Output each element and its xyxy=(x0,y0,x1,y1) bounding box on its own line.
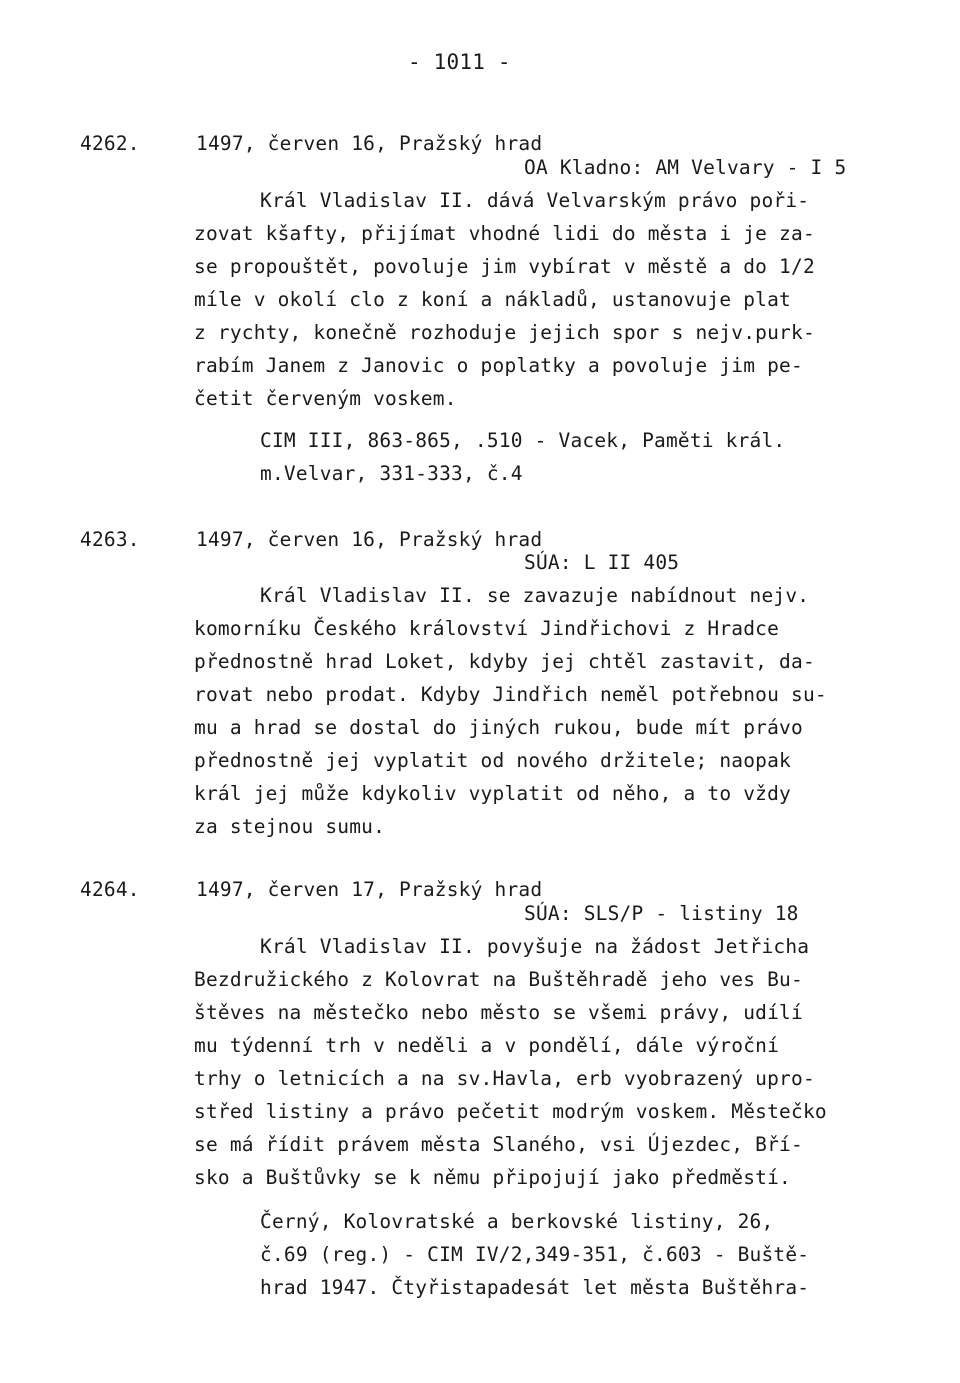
entry-body-line: mu a hrad se dostal do jiných rukou, bude mít právo xyxy=(194,716,803,739)
entry-source: SÚA: L II 405 xyxy=(524,551,680,574)
entry-heading: 1497, červen 16, Pražský hrad xyxy=(196,528,543,551)
page-number: - 1011 - xyxy=(408,50,511,74)
entry-body-line: přednostně jej vyplatit od nového držitele; naopak xyxy=(194,749,791,772)
entry-body-line: sko a Buštůvky se k němu připojují jako předměstí. xyxy=(194,1166,791,1189)
entry-body-line: četit červeným voskem. xyxy=(194,387,457,410)
entry-body-line: mu týdenní trh v neděli a v pondělí, dále výroční xyxy=(194,1034,780,1057)
entry-reference-line: č.69 (reg.) - CIM IV/2,349-351, č.603 - Buště- xyxy=(260,1243,810,1266)
entry-number: 4262. xyxy=(80,132,140,155)
entry-heading: 1497, červen 17, Pražský hrad xyxy=(196,878,543,901)
entry-reference-line: m.Velvar, 331-333, č.4 xyxy=(260,462,523,485)
entry-reference-line: hrad 1947. Čtyřistapadesát let města Buštěhra- xyxy=(260,1276,810,1299)
entry-body-line: Král Vladislav II. povyšuje na žádost Jetřicha xyxy=(260,935,810,958)
entry-body-line: za stejnou sumu. xyxy=(194,815,386,838)
entry-number: 4263. xyxy=(80,528,140,551)
entry-reference-line: Černý, Kolovratské a berkovské listiny, 26, xyxy=(260,1210,774,1233)
entry-body-line: Bezdružického z Kolovrat na Buštěhradě jeho ves Bu- xyxy=(194,968,803,991)
entry-body-line: trhy o letnicích a na sv.Havla, erb vyobrazený upro- xyxy=(194,1067,815,1090)
entry-body-line: se má řídit právem města Slaného, vsi Újezdec, Bří- xyxy=(194,1133,803,1156)
entry-body-line: z rychty, konečně rozhoduje jejich spor s nejv.purk- xyxy=(194,321,815,344)
entry-body-line: Král Vladislav II. se zavazuje nabídnout nejv. xyxy=(260,584,810,607)
entry-body-line: střed listiny a právo pečetit modrým voskem. Městečko xyxy=(194,1100,827,1123)
entry-body-line: přednostně hrad Loket, kdyby jej chtěl zastavit, da- xyxy=(194,650,815,673)
entry-source: OA Kladno: AM Velvary - I 5 xyxy=(524,156,847,179)
entry-body-line: míle v okolí clo z koní a nákladů, ustanovuje plat xyxy=(194,288,791,311)
entry-body-line: Král Vladislav II. dává Velvarským právo poři- xyxy=(260,189,810,212)
entry-number: 4264. xyxy=(80,878,140,901)
entry-body-line: rabím Janem z Janovic o poplatky a povoluje jim pe- xyxy=(194,354,803,377)
entry-source: SÚA: SLS/P - listiny 18 xyxy=(524,902,799,925)
entry-heading: 1497, červen 16, Pražský hrad xyxy=(196,132,543,155)
entry-body-line: rovat nebo prodat. Kdyby Jindřich neměl potřebnou su- xyxy=(194,683,827,706)
entry-body-line: komorníku Českého království Jindřichovi z Hradce xyxy=(194,617,780,640)
entry-body-line: štěves na městečko nebo město se všemi právy, udílí xyxy=(194,1001,803,1024)
entry-body-line: král jej může kdykoliv vyplatit od něho, a to vždy xyxy=(194,782,791,805)
entry-reference-line: CIM III, 863-865, .510 - Vacek, Paměti král. xyxy=(260,429,786,452)
entry-body-line: zovat kšafty, přijímat vhodné lidi do města i je za- xyxy=(194,222,815,245)
entry-body-line: se propouštět, povoluje jim vybírat v městě a do 1/2 xyxy=(194,255,815,278)
